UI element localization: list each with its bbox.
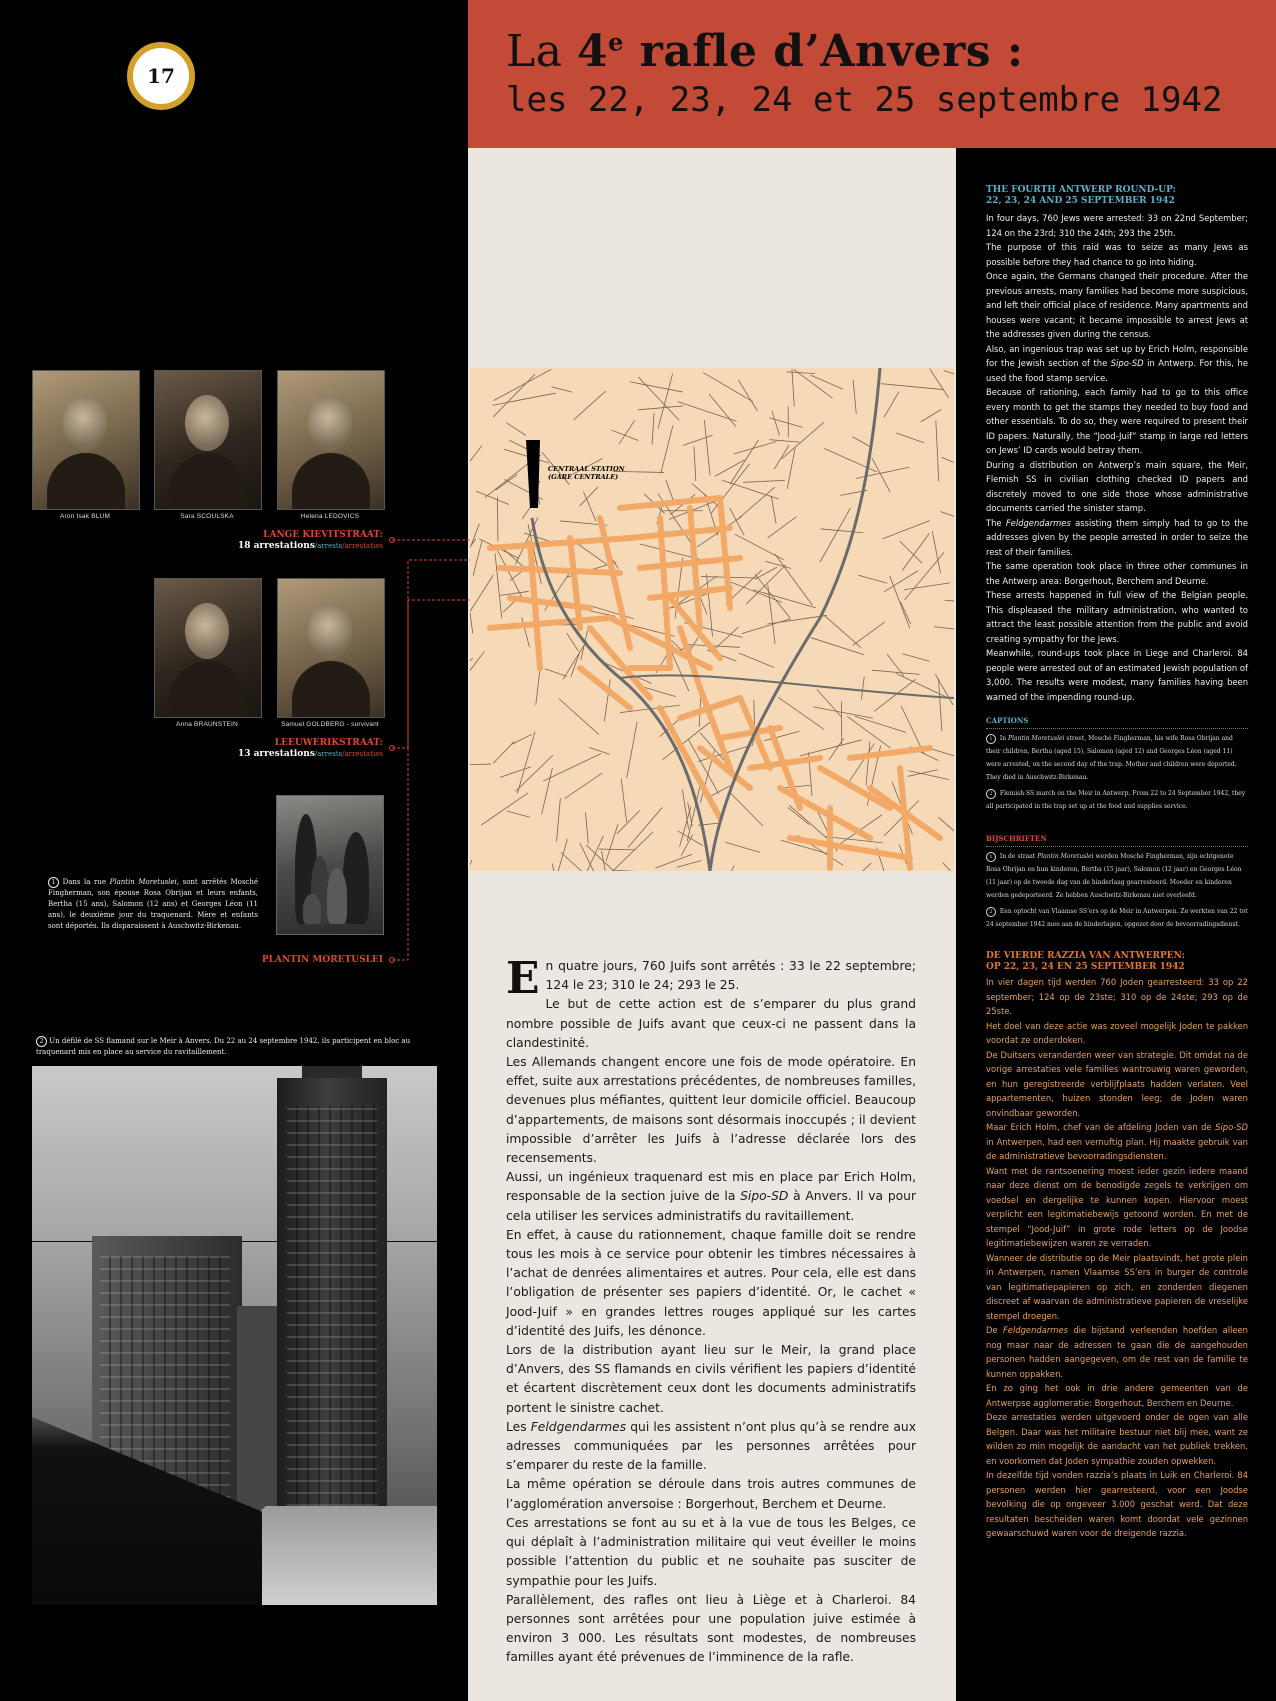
arrest-count-lange-kievitstraat: 18 arrestations/arrests/arrestaties <box>237 541 383 551</box>
dutch-text: In vier dagen tijd werden 760 Joden gearresteerd: 33 op 22 september; 124 op de 23ste; 310 op de 24ste; 293 op de 25ste. Het doel van deze actie was zoveel mogelijk Joden te pakken voordat ze onderdoken. De Duitsers veranderden weer van strategie. Dit omdat na de vorige arrestaties vele families wantrouwig waren geworden, en hun geregistreerde verblijfplaats hadden verlaten. Veel appartementen, huizen stonden leeg; de Joden waren onvindbaar geworden. Maar Erich Holm, chef van de afdeling Joden van de Sipo-SD in Antwerpen, had een vernuftig plan. Hij maakte gebruik van de administratieve bevoorradingsdiensten. Want met de rantsoenering moest ieder gezin iedere maand naar deze dienst om de benodigde zegels te verkrijgen om voedsel en dergelijke te kunnen kopen. Hiervoor moest verplicht een legitimatiebewijs getoond worden. En met de stempel “Jood-Juif” in grote rode letters op de Joodse legitimatiebewijzen waren ze verraden. Wanneer de distributie op de Meir plaatsvindt, het grote plein in Antwerpen, namen Vlaamse SS’ers in burger de controle van legitimatiepapieren op zich, en zonderden diegenen discreet af waarvan de administratieve papieren de vreselijke stempel droegen. De Feldgendarmes die bijstand verleenden hoefden alleen nog maar naar de adressen te gaan die de aangehouden personen hadden aangegeven, om de rest van de familie te kunnen oppakken. En zo ging het ook in drie andere gemeenten van de Antwerpse agglomeratie: Borgerhout, Berchem en Deurne. Deze arrestaties werden uitgevoerd onder de ogen van alle Belgen. Daar was het militaire bestuur niet blij mee, want ze wilden zo min mogelijk de aandacht van het publiek trekken, en voorkomen dat Joden sympathie zouden opwekken. In dezelfde tijd vonden razzia’s plaats in Luik en Charleroi. 84 personen werden hier gearresteerd, voor een Joodse bevolking die op ongeveer 3.000 geschat werd. Dat deze resultaten bescheiden waren komt doordat vele gezinnen gewaarschuwd waren voor de dreigende razzia. <box>986 977 1248 1538</box>
caption-plantin-fr: 1 Dans la rue Plantin Moretuslei, sont arrêtés Mosché Fingherman, son épouse Rosa Obrijan et leurs enfants, Bertha (15 ans), Salomon (12 ans) et Georges Léon (11 ans), le deuxième jour du traquenard. Mère et enfants sont déportés. Ils disparaissent à Auschwitz-Birkenau. <box>48 878 259 930</box>
portrait-photo <box>277 578 385 718</box>
caption-number: 1 <box>48 877 59 888</box>
arrest-count-leeuwerikstraat: 13 arrestations/arrests/arrestaties <box>237 749 383 759</box>
english-text: In four days, 760 Jews were arrested: 33 on 22nd September; 124 on the 23rd; 310 the 24th; 293 the 25th. The purpose of this raid was to seize as many Jews as possible before they had chance to go into hiding. Once again, the Germans changed their procedure. After the previous arrests, many families had become more suspicious, and left their official place of residence. Many apartments and houses were vacant; it became impossible to arrest Jews at the addresses given during the census. Also, an ingenious trap was set up by Erich Holm, responsible for the Jewish section of the Sipo-SD in Antwerp. For this, he used the food stamp service. Because of rationing, each family had to go to this office every month to get the stamps they needed to buy food and other essentials. To do so, they were required to present their ID papers. Naturally, the “Jood-Juif” stamp in large red letters on Jews’ ID cards would betray them. During a distribution on Antwerp’s main square, the Meir, Flemish SS in civilian clothing checked ID papers and discretely moved to one side those whose administrative documents carried the sinister stamp. The Feldgendarmes assisting them simply had to go to the addresses given by the people arrested in order to seize the rest of their families. The same operation took place in three other communes in the Antwerp area: Borgerhout, Berchem and Deurne. These arrests happened in full view of the Belgian people. This displeased the military administration, who wanted to attract the least possible attention from the public and avoid creating sympathy for the Jews. Meanwhile, round-ups took place in Liege and Charleroi. 84 people were arrested out of an estimated Jewish population of 3,000. The results were modest, many families having been warned of the impending round-up. <box>986 213 1248 702</box>
antwerp-map <box>470 368 954 871</box>
portrait-photo <box>154 578 262 718</box>
panel-number-badge: 17 <box>127 42 195 110</box>
family-photo <box>276 795 384 935</box>
map-label-central-station: CENTRAAL STATION (GARE CENTRALE) <box>548 465 625 481</box>
portrait-photo <box>32 370 140 510</box>
french-main-text: E n quatre jours, 760 Juifs sont arrêtés : 33 le 22 septembre; 124 le 23; 310 le 24; 293 le 25. Le but de cette action est de s’emparer du plus grand nombre possible de Juifs avant que ceux-ci ne passent dans la clandestinité. Les Allemands changent encore une fois de mode opératoire. En effet, suite aux arrestations précédentes, de nombreuses familles, devenues plus méfiantes, quittent leur domicile officiel. Beaucoup d’appartements, de maisons sont désormais inoccupés ; il devient impossible d’arrêter les Juifs à l’adresse déclarée lors des recensements. Aussi, un ingénieux traquenard est mis en place par Erich Holm, responsable de la section juive de la Sipo-SD à Anvers. Il va pour cela utiliser les services administratifs du ravitaillement. En effet, à cause du rationnement, chaque famille doit se rendre tous les mois à ce service pour obtenir les timbres nécessaires à l’achat de denrées alimentaires et autres. Pour cela, elle est dans l’obligation de présenter ses papiers d’identité. Or, le cachet « Jood-Juif » en grandes lettres rouges appliqué sur les cartes d’identité des Juifs, les dénonce. Lors de la distribution ayant lieu sur le Meir, la grand place d’Anvers, des SS flamands en civils vérifient les papiers d’identité et écartent discrètement ceux dont les documents administratifs portent le sinistre cachet. Les Feldgendarmes qui les assistent n’ont plus qu’à se rendre aux adresses communiquées par les personnes arrêtées pour s’emparer du reste de la famille. La même opération se déroule dans trois autres communes de l’agglomération anversoise : Borgerhout, Berchem et Deurne. Ces arrestations se font au su et à la vue de tous les Belges, ce qui déplaît à l’administration militaire qui veut éveiller le moins possible l’attention du public et ne souhaite pas susciter de sympathie pour les Juifs. Parallèlement, des rafles ont lieu à Liège et à Charleroi. 84 personnes sont arrêtées pour une population juive estimée à environ 3 000. Les résultats sont modestes, de nombreuses familles ayant été prévenues de l’imminence de la rafle. <box>506 953 916 1665</box>
header-band <box>468 0 1276 148</box>
drop-cap: E <box>506 953 540 1004</box>
portrait-caption: Anna BRAUNSTEIN <box>176 721 238 728</box>
street-label-lange-kievitstraat: LANGE KIEVITSTRAAT: <box>263 530 383 540</box>
dutch-heading: DE VIERDE RAZZIA VAN ANTWERPEN: OP 22, 23, 24 EN 25 SEPTEMBER 1942 <box>986 951 1185 972</box>
street-label-plantin-moretuslei: PLANTIN MORETUSLEI <box>261 955 383 965</box>
caption-number: 2 <box>36 1036 47 1047</box>
portrait-photo <box>154 370 262 510</box>
portrait-caption: Samuel GOLDBERG - survivant <box>281 721 379 728</box>
page-title: La 4e rafle d’Anvers : <box>506 26 1024 77</box>
ss-parade-photo <box>32 1066 437 1605</box>
street-label-leeuwerikstraat: LEEUWERIKSTRAAT: <box>274 738 383 748</box>
page-subtitle: les 22, 23, 24 et 25 septembre 1942 <box>506 80 1223 120</box>
portrait-photo <box>277 370 385 510</box>
caption-meir-fr: 2 Un défilé de SS flamand sur le Meir à Anvers. Du 22 au 24 septembre 1942, ils participent en bloc au traquenard mis en place au service du ravitaillement. <box>36 1037 411 1056</box>
english-heading: THE FOURTH ANTWERP ROUND-UP: 22, 23, 24 AND 25 SEPTEMBER 1942 <box>986 185 1176 206</box>
portrait-caption: Sara SCOULSKA <box>180 513 234 520</box>
captions-heading-en: CAPTIONS <box>986 716 1248 729</box>
captions-text-nl: 1 In de straat Plantin Moretuslei werden Mosché Fingherman, zijn echtgenote Rosa Obrijan en hun kinderen, Bertha (15 jaar), Salomon (12 jaar) en Georges Léon (11 jaar) op de tweede dag van de hinderlaag gearresteerd. Moeder en kinderen werden gedeporteerd. Ze hebben Auschwitz-Birkenau niet overleefd. 2 Een optocht van Vlaamse SS’ers op de Meir in Antwerpen. Ze werkten van 22 tot 24 september 1942 mee aan de hinderlagen, opgezet door de bevoorradingsdienst. <box>986 853 1248 928</box>
captions-text-en: 1 In Plantin Moretuslei street, Mosché Fingherman, his wife Rosa Obrijan and their children, Bertha (aged 15), Salomon (aged 12) and Georges Léon (aged 11) were arrested, on the second day of the trap. Mother and children were deported. They died in Auschwitz-Birkenau. 2 Flemish SS march on the Meir in Antwerp. From 22 to 24 September 1942, they all participated in the trap set up at the food and supplies service. <box>986 735 1246 810</box>
portrait-caption: Aron Isak BLUM <box>59 513 111 520</box>
captions-heading-nl: BIJSCHRIFTEN <box>986 834 1248 847</box>
portrait-caption: Helena LEDOVICS <box>300 513 360 520</box>
